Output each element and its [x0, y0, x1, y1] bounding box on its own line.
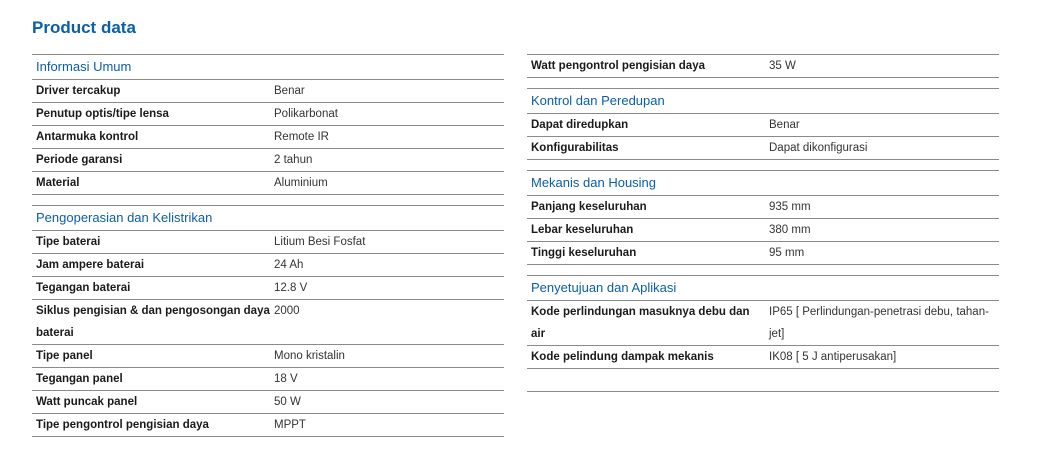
table-row [527, 114, 999, 137]
section-penyetujuan [527, 275, 999, 392]
row-value: 35 W [769, 60, 796, 72]
row-label: Siklus pengisian & dan pengosongan daya baterai [36, 305, 270, 339]
row-value: 50 W [274, 396, 301, 408]
row-value: 935 mm [769, 201, 811, 213]
row-label: Driver tercakup [36, 85, 121, 97]
section-header: Mekanis dan Housing [527, 170, 999, 196]
left-column [32, 54, 504, 447]
table-row [32, 231, 504, 254]
table-row [32, 103, 504, 126]
row-label: Tegangan panel [36, 373, 123, 385]
right-column [527, 54, 999, 402]
row-value: 12.8 V [274, 282, 308, 294]
row-label: Antarmuka kontrol [36, 131, 139, 143]
row-value: Remote IR [274, 131, 329, 143]
section-header: Informasi Umum [32, 54, 504, 80]
row-label: Tinggi keseluruhan [531, 247, 637, 259]
table-row [32, 277, 504, 300]
row-label: Kode pelindung dampak mekanis [531, 351, 714, 363]
row-label: Tipe pengontrol pengisian daya [36, 419, 209, 431]
row-value: Mono kristalin [274, 350, 345, 362]
row-value: 380 mm [769, 224, 811, 236]
row-value: Polikarbonat [274, 108, 338, 120]
section-informasi-umum [32, 54, 504, 195]
table-row [32, 149, 504, 172]
table-row [32, 300, 504, 345]
row-label: Konfigurabilitas [531, 142, 619, 154]
row-value: 24 Ah [274, 259, 304, 271]
row-label: Watt puncak panel [36, 396, 138, 408]
section-header: Kontrol dan Peredupan [527, 88, 999, 114]
row-label: Penutup optis/tipe lensa [36, 108, 169, 120]
table-row [32, 126, 504, 149]
row-label: Jam ampere baterai [36, 259, 145, 271]
table-row [527, 55, 999, 78]
row-value: IP65 [ Perlindungan-penetrasi debu, tahan-jet] [769, 306, 989, 340]
row-label: Lebar keseluruhan [531, 224, 634, 236]
table-row [527, 196, 999, 219]
row-label: Dapat diredupkan [531, 119, 629, 131]
row-value: MPPT [274, 419, 306, 431]
row-label: Material [36, 177, 80, 189]
row-label: Tipe panel [36, 350, 93, 362]
section-kontrol [527, 88, 999, 160]
table-row [527, 301, 999, 346]
page-title: Product data [32, 18, 136, 37]
table-row [527, 219, 999, 242]
table-row [32, 391, 504, 414]
table-row [32, 345, 504, 368]
row-value: IK08 [ 5 J antiperusakan] [769, 351, 897, 363]
row-value: 95 mm [769, 247, 805, 259]
row-value: Benar [274, 85, 305, 97]
table-row [32, 80, 504, 103]
section-header: Penyetujuan dan Aplikasi [527, 275, 999, 301]
section-header: Pengoperasian dan Kelistrikan [32, 205, 504, 231]
row-label: Periode garansi [36, 154, 123, 166]
section-mekanis [527, 170, 999, 265]
table-row [32, 254, 504, 277]
table-row [32, 414, 504, 437]
row-label: Tipe baterai [36, 236, 101, 248]
row-label: Kode perlindungan masuknya debu dan air [531, 306, 750, 340]
row-label: Watt pengontrol pengisian daya [531, 60, 705, 72]
empty-row [527, 369, 999, 392]
table-row [527, 137, 999, 160]
row-value: 2000 [274, 305, 300, 317]
row-value: Dapat dikonfigurasi [769, 142, 868, 154]
section-continuation [527, 54, 999, 78]
table-row [527, 242, 999, 265]
table-row [32, 172, 504, 195]
table-row [32, 368, 504, 391]
row-value: Aluminium [274, 177, 328, 189]
row-label: Tegangan baterai [36, 282, 131, 294]
section-pengoperasian [32, 205, 504, 437]
row-value: 18 V [274, 373, 298, 385]
row-label: Panjang keseluruhan [531, 201, 647, 213]
row-value: Benar [769, 119, 800, 131]
row-value: Litium Besi Fosfat [274, 236, 366, 248]
table-row [527, 346, 999, 369]
row-value: 2 tahun [274, 154, 313, 166]
